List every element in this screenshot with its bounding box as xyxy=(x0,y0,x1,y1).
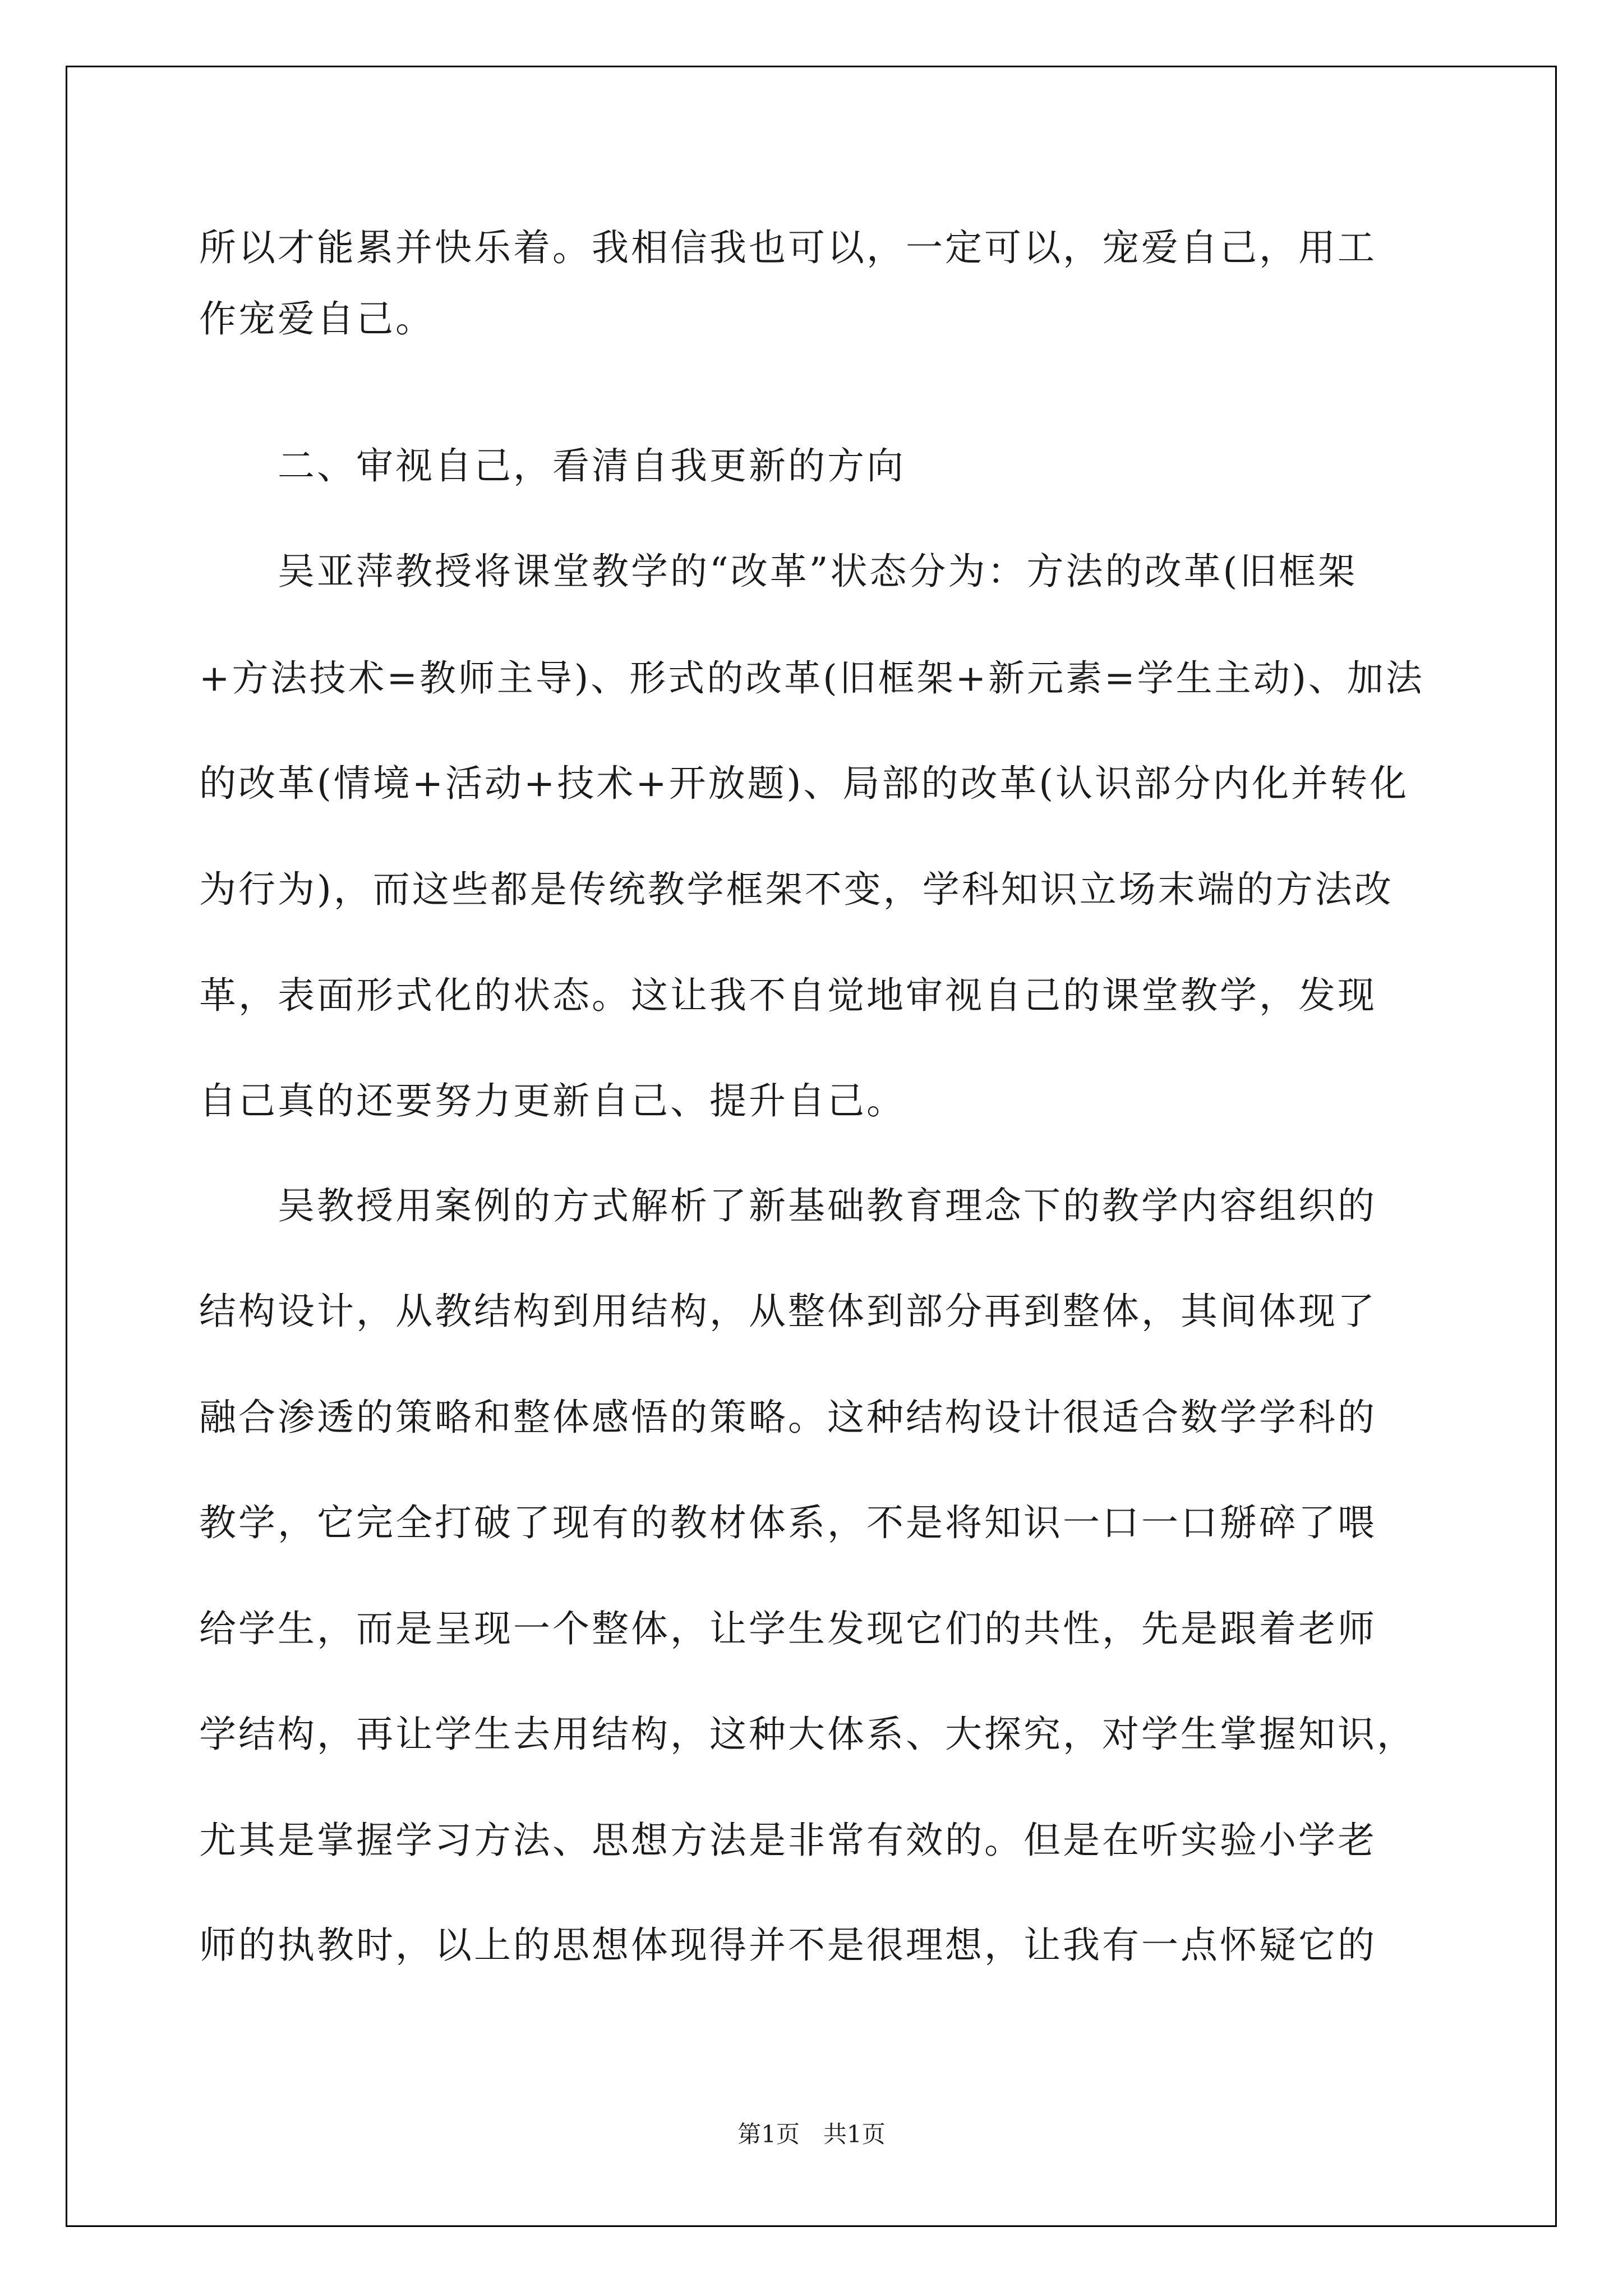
page-border xyxy=(66,66,1557,2227)
text-line: 吴教授用案例的方式解析了新基础教育理念下的教学内容组织的 xyxy=(199,1184,1377,1227)
text-line: 给学生，而是呈现一个整体，让学生发现它们的共性，先是跟着老师 xyxy=(199,1607,1377,1650)
text-line: 为行为)，而这些都是传统教学框架不变，学科知识立场末端的方法改 xyxy=(199,868,1394,911)
page-number-footer: 第1页 共1页 xyxy=(737,2120,886,2148)
text-line: 教学，它完全打破了现有的教材体系，不是将知识一口一口掰碎了喂 xyxy=(199,1501,1377,1544)
text-line: +方法技术=教师主导)、形式的改革(旧框架+新元素=学生主动)、加法 xyxy=(199,657,1424,700)
text-line: 作宠爱自己。 xyxy=(199,297,435,341)
text-line: 师的执教时，以上的思想体现得并不是很理想，让我有一点怀疑它的 xyxy=(199,1924,1377,1967)
text-line: 革，表面形式化的状态。这让我不自觉地审视自己的课堂教学，发现 xyxy=(199,974,1377,1017)
text-line: 吴亚萍教授将课堂教学的“改革”状态分为：方法的改革(旧框架 xyxy=(199,550,1358,593)
text-line: 融合渗透的策略和整体感悟的策略。这种结构设计很适合数学学科的 xyxy=(199,1396,1377,1439)
text-line: 的改革(情境+活动+技术+开放题)、局部的改革(认识部分内化并转化 xyxy=(199,762,1409,805)
text-line: 尤其是掌握学习方法、思想方法是非常有效的。但是在听实验小学老 xyxy=(199,1819,1377,1862)
text-line: 所以才能累并快乐着。我相信我也可以，一定可以，宠爱自己，用工 xyxy=(199,226,1377,269)
text-line: 自己真的还要努力更新自己、提升自己。 xyxy=(199,1079,906,1122)
text-line: 结构设计，从教结构到用结构，从整体到部分再到整体，其间体现了 xyxy=(199,1290,1377,1333)
text-line: 学结构，再让学生去用结构，这种大体系、大探究，对学生掌握知识， xyxy=(199,1713,1416,1756)
section-heading: 二、审视自己，看清自我更新的方向 xyxy=(199,444,906,487)
